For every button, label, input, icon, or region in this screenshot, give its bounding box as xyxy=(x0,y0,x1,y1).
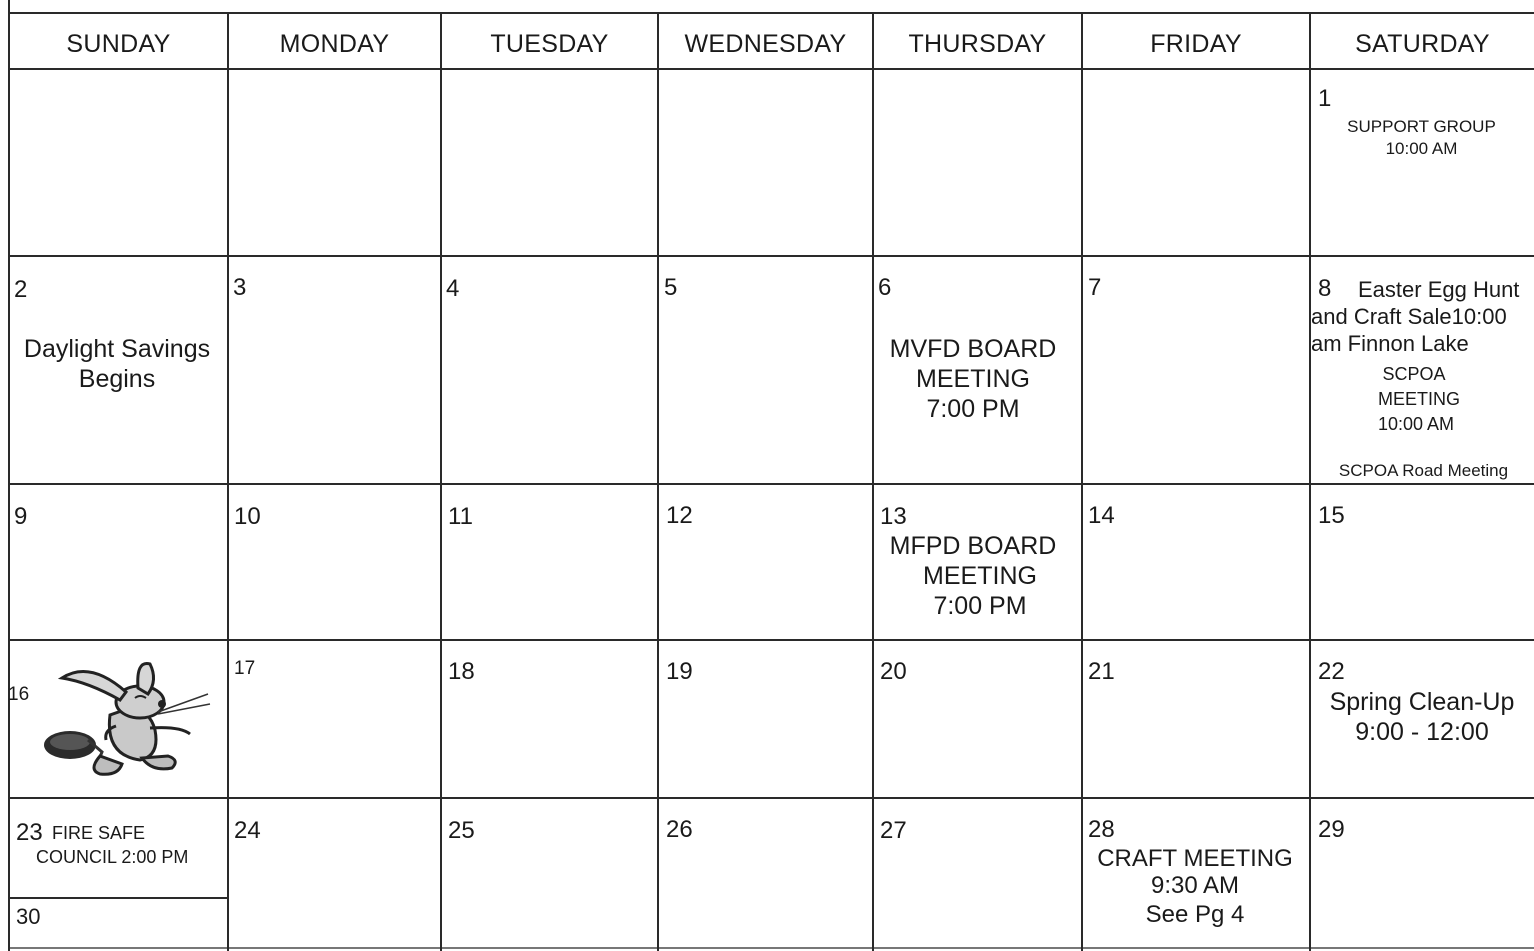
event-line: Easter Egg Hunt xyxy=(1358,277,1520,302)
day-number: 20 xyxy=(880,658,907,685)
event-line: Spring Clean-Up xyxy=(1329,688,1515,716)
event-line: SCPOA Road Meeting xyxy=(1338,461,1509,480)
day-number: 7 xyxy=(1088,274,1102,301)
grid-line xyxy=(1081,12,1083,951)
day-number: 14 xyxy=(1088,502,1115,529)
grid-line xyxy=(8,897,228,899)
grid-line xyxy=(8,639,1534,641)
day-number: 18 xyxy=(448,658,475,685)
grid-line xyxy=(440,12,442,951)
day-number: 4 xyxy=(446,275,460,302)
weekday-tuesday: TUESDAY xyxy=(490,30,609,58)
grid-line xyxy=(8,797,1534,799)
event-line: 10:00 AM xyxy=(1385,139,1458,158)
weekday-saturday: SATURDAY xyxy=(1355,30,1490,58)
day-number: 17 xyxy=(234,658,256,679)
day-number: 6 xyxy=(878,274,892,301)
day-number: 3 xyxy=(233,274,247,301)
event-line: SUPPORT GROUP xyxy=(1347,117,1496,136)
event-line: 7:00 PM xyxy=(933,592,1027,620)
grid-line xyxy=(872,12,874,951)
event-line: MVFD BOARD xyxy=(889,335,1057,363)
event-line: 9:30 AM xyxy=(1150,872,1240,899)
day-number: 10 xyxy=(234,503,261,530)
easter-bunny-icon xyxy=(40,660,220,780)
day-number: 16 xyxy=(8,684,30,705)
day-number: 8 xyxy=(1318,275,1332,302)
weekday-sunday: SUNDAY xyxy=(66,30,171,58)
day-number: 12 xyxy=(666,502,693,529)
day-number: 27 xyxy=(880,817,907,844)
event-line: MEETING xyxy=(923,562,1037,590)
event-line: MEETING xyxy=(1377,389,1460,409)
day-number: 30 xyxy=(16,904,41,929)
day-number: 26 xyxy=(666,816,693,843)
day-number: 21 xyxy=(1088,658,1115,685)
event-line: am Finnon Lake xyxy=(1311,331,1469,356)
day-number: 19 xyxy=(666,658,693,685)
event-line: 7:00 PM xyxy=(926,395,1020,423)
day-number: 23 xyxy=(16,819,43,846)
event-line: 9:00 - 12:00 xyxy=(1355,718,1489,746)
event-line: and Craft Sale10:00 xyxy=(1311,304,1507,329)
day-number: 11 xyxy=(448,503,473,530)
grid-line xyxy=(8,0,10,951)
event-line: Begins xyxy=(78,365,156,393)
event-line: 10:00 AM xyxy=(1377,414,1455,434)
event-line: CRAFT MEETING xyxy=(1097,845,1293,872)
weekday-monday: MONDAY xyxy=(279,30,390,58)
grid-line xyxy=(8,68,1534,70)
day-number: 22 xyxy=(1318,658,1345,685)
day-number: 5 xyxy=(664,274,678,301)
day-number: 13 xyxy=(880,503,907,530)
event-line: MFPD BOARD xyxy=(889,532,1057,560)
weekday-thursday: THURSDAY xyxy=(908,30,1047,58)
day-number: 25 xyxy=(448,817,475,844)
day-number: 28 xyxy=(1088,816,1115,843)
grid-line xyxy=(8,255,1534,257)
weekday-friday: FRIDAY xyxy=(1150,30,1242,58)
day-number: 2 xyxy=(14,276,28,303)
grid-line xyxy=(8,947,1534,949)
weekday-wednesday: WEDNESDAY xyxy=(684,30,847,58)
event-line: SCPOA xyxy=(1382,364,1446,384)
day-number: 9 xyxy=(14,503,28,530)
day-number: 15 xyxy=(1318,502,1345,529)
day-number: 24 xyxy=(234,817,261,844)
event-line: FIRE SAFE xyxy=(52,823,146,843)
day-number: 29 xyxy=(1318,816,1345,843)
event-line: MEETING xyxy=(916,365,1030,393)
grid-line xyxy=(227,12,229,951)
grid-line xyxy=(8,483,1534,485)
event-line: Daylight Savings xyxy=(23,335,211,363)
day-number: 1 xyxy=(1318,85,1332,112)
grid-line xyxy=(8,12,1534,14)
event-line: COUNCIL 2:00 PM xyxy=(36,847,189,867)
event-line: See Pg 4 xyxy=(1145,901,1245,928)
grid-line xyxy=(657,12,659,951)
